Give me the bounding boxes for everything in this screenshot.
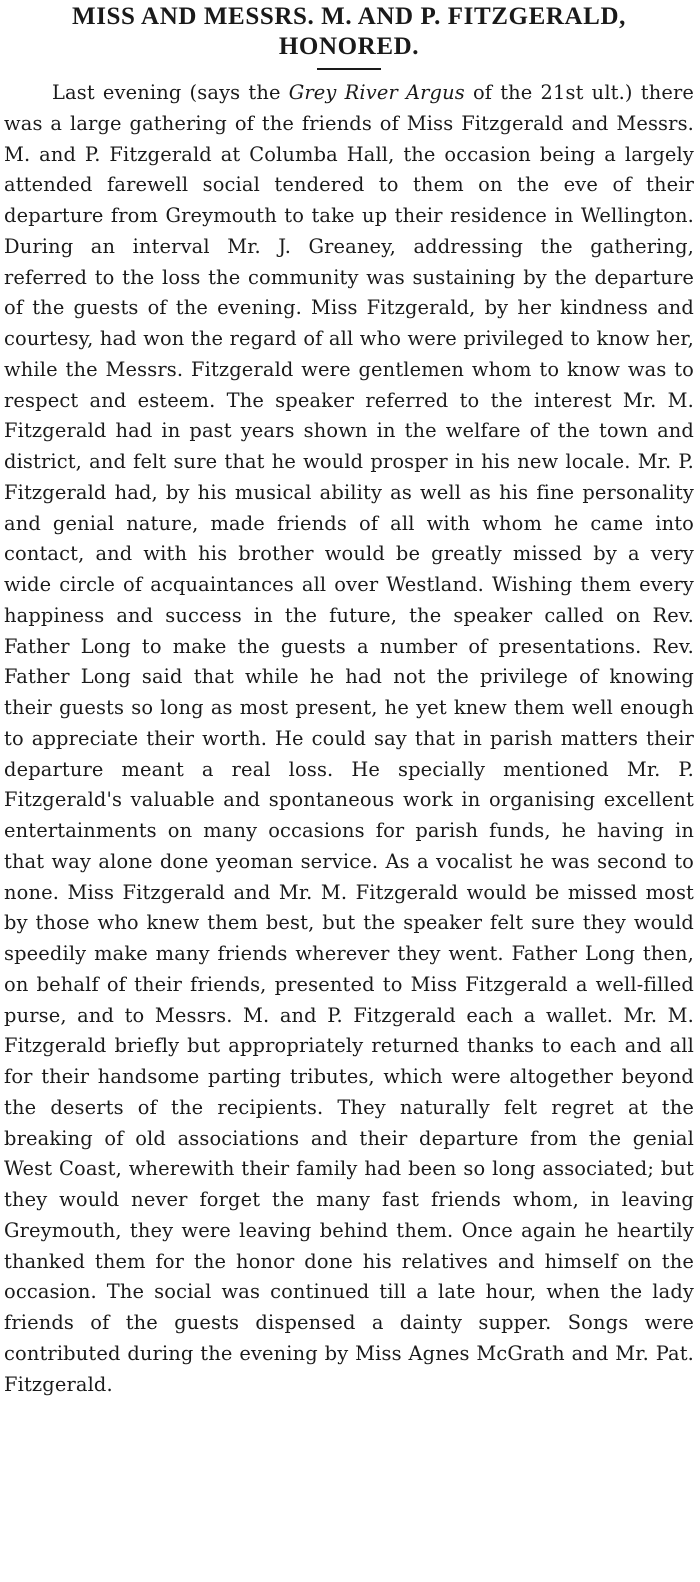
body-main-text: of the 21st ult.) there was a large gathering of the friends of Miss Fitzgerald and Messrs. M. and P. Fitzgerald at Columba Hall, the occasion being a largely attended farewell social tendered to them on the eve of their departure from Greymouth to take up their residence in Wellington. During an interval Mr. J. Greaney, addressing the gathering, referred to the loss the community was sustaining by the departure of the guests of the evening. Miss Fitzgerald, by her kindness and courtesy, had won the regard of all who were privileged to know her, while the Messrs. Fitzgerald were gentlemen whom to know was to respect and esteem. The speaker referred to the interest Mr. M. Fitzgerald had in past years shown in the welfare of the town and district, and felt sure that he would prosper in his new locale. Mr. P. Fitzgerald had, by his musical ability as well as his fine personality and genial nature, made friends of all with whom he came into contact, and with his brother would be greatly missed by a very wide circle of acquaintances all over Westland. Wishing them every happiness and success in the future, the speaker called on Rev. Father Long to make the guests a number of presentations. Rev. Father Long said that while he had not the privilege of knowing their guests so long as most present, he yet knew them well enough to appreciate their worth. He could say that in parish matters their departure meant a real loss. He specially mentioned Mr. P. Fitzgerald's valuable and spontaneous work in organising excellent entertainments on many occasions for parish funds, he having in that way alone done yeoman service. As a vocalist he was second to none. Miss Fitzgerald and Mr. M. Fitzgerald would be missed most by those who knew them best, but the speaker felt sure they would speedily make many friends wherever they went. Father Long then, on behalf of their friends, presented to Miss Fitzgerald a well-filled purse, and to Messrs. M. and P. Fitzgerald each a wallet. Mr. M. Fitzgerald briefly but appropriately returned thanks to each and all for their handsome parting tributes, which were altogether beyond the deserts of the recipients. They naturally felt regret at the breaking of old associations and their departure from the genial West Coast, wherewith their family had been so long associated; but they would never forget the many fast friends whom, in leaving Greymouth, they were leaving behind them. Once again he heartily thanked them for the honor done his relatives and himself on the occasion. The social was continued till a late hour, when the lady friends of the guests dispensed a dainty supper. Songs were contributed during the evening by Miss Agnes McGrath and Mr. Pat. Fitzgerald. bbox=[4, 81, 694, 1396]
body-intro-text: Last evening (says the bbox=[52, 81, 289, 104]
news-article bbox=[4, 2, 694, 1400]
article-body bbox=[4, 78, 694, 1400]
article-headline bbox=[4, 2, 694, 62]
source-newspaper-name: Grey River Argus bbox=[288, 81, 465, 104]
headline-line-2: HONORED. bbox=[278, 33, 420, 60]
headline-line-1: MISS AND MESSRS. M. AND P. FITZGERALD, bbox=[72, 3, 626, 30]
headline-divider bbox=[317, 68, 381, 70]
